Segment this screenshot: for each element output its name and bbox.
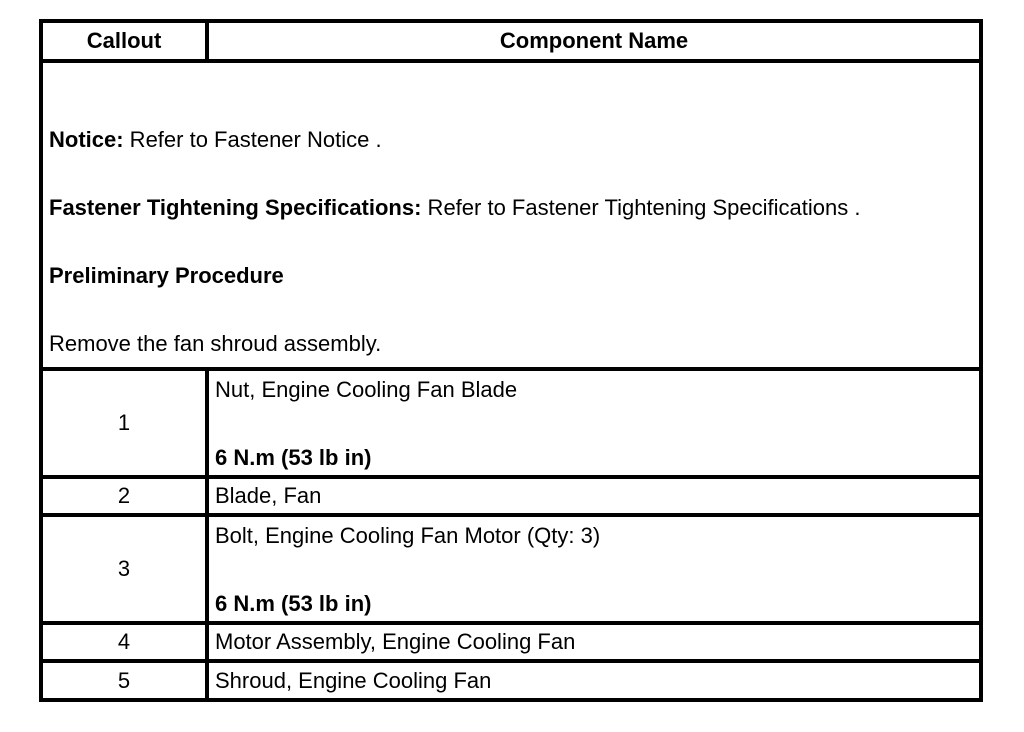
component-name: Nut, Engine Cooling Fan Blade [215, 377, 518, 402]
notice-label: Notice: [49, 127, 124, 152]
component-name: Shroud, Engine Cooling Fan [207, 661, 981, 700]
callout-number: 2 [41, 477, 207, 515]
preliminary-heading: Preliminary Procedure [49, 263, 284, 288]
components-table-frame [39, 19, 979, 709]
component-name: Bolt, Engine Cooling Fan Motor (Qty: 3) [215, 523, 601, 548]
component-name-cell [207, 369, 981, 477]
table-row [41, 369, 981, 477]
notice-text: Refer to Fastener Notice . [123, 127, 382, 152]
component-name: Blade, Fan [207, 477, 981, 515]
components-table [39, 19, 983, 702]
preliminary-step: Remove the fan shroud assembly. [49, 331, 382, 356]
callout-number: 4 [41, 623, 207, 661]
component-name-column-header: Component Name [207, 21, 981, 61]
notice-line [49, 127, 979, 153]
component-name-cell [207, 515, 981, 623]
callout-column-header: Callout [41, 21, 207, 61]
table-row [41, 661, 981, 700]
header-row [41, 21, 981, 61]
table-row [41, 623, 981, 661]
callout-number: 1 [41, 369, 207, 477]
spec-line [49, 195, 979, 221]
component-name: Motor Assembly, Engine Cooling Fan [207, 623, 981, 661]
table-row [41, 515, 981, 623]
callout-number: 3 [41, 515, 207, 623]
notes-cell [41, 61, 981, 369]
callout-number: 5 [41, 661, 207, 700]
spec-label: Fastener Tightening Specifications: [49, 195, 422, 220]
table-row [41, 477, 981, 515]
torque-spec: 6 N.m (53 lb in) [215, 591, 372, 616]
spec-text: Refer to Fastener Tightening Specifications . [421, 195, 861, 220]
notes-row [41, 61, 981, 369]
torque-spec: 6 N.m (53 lb in) [215, 445, 372, 470]
